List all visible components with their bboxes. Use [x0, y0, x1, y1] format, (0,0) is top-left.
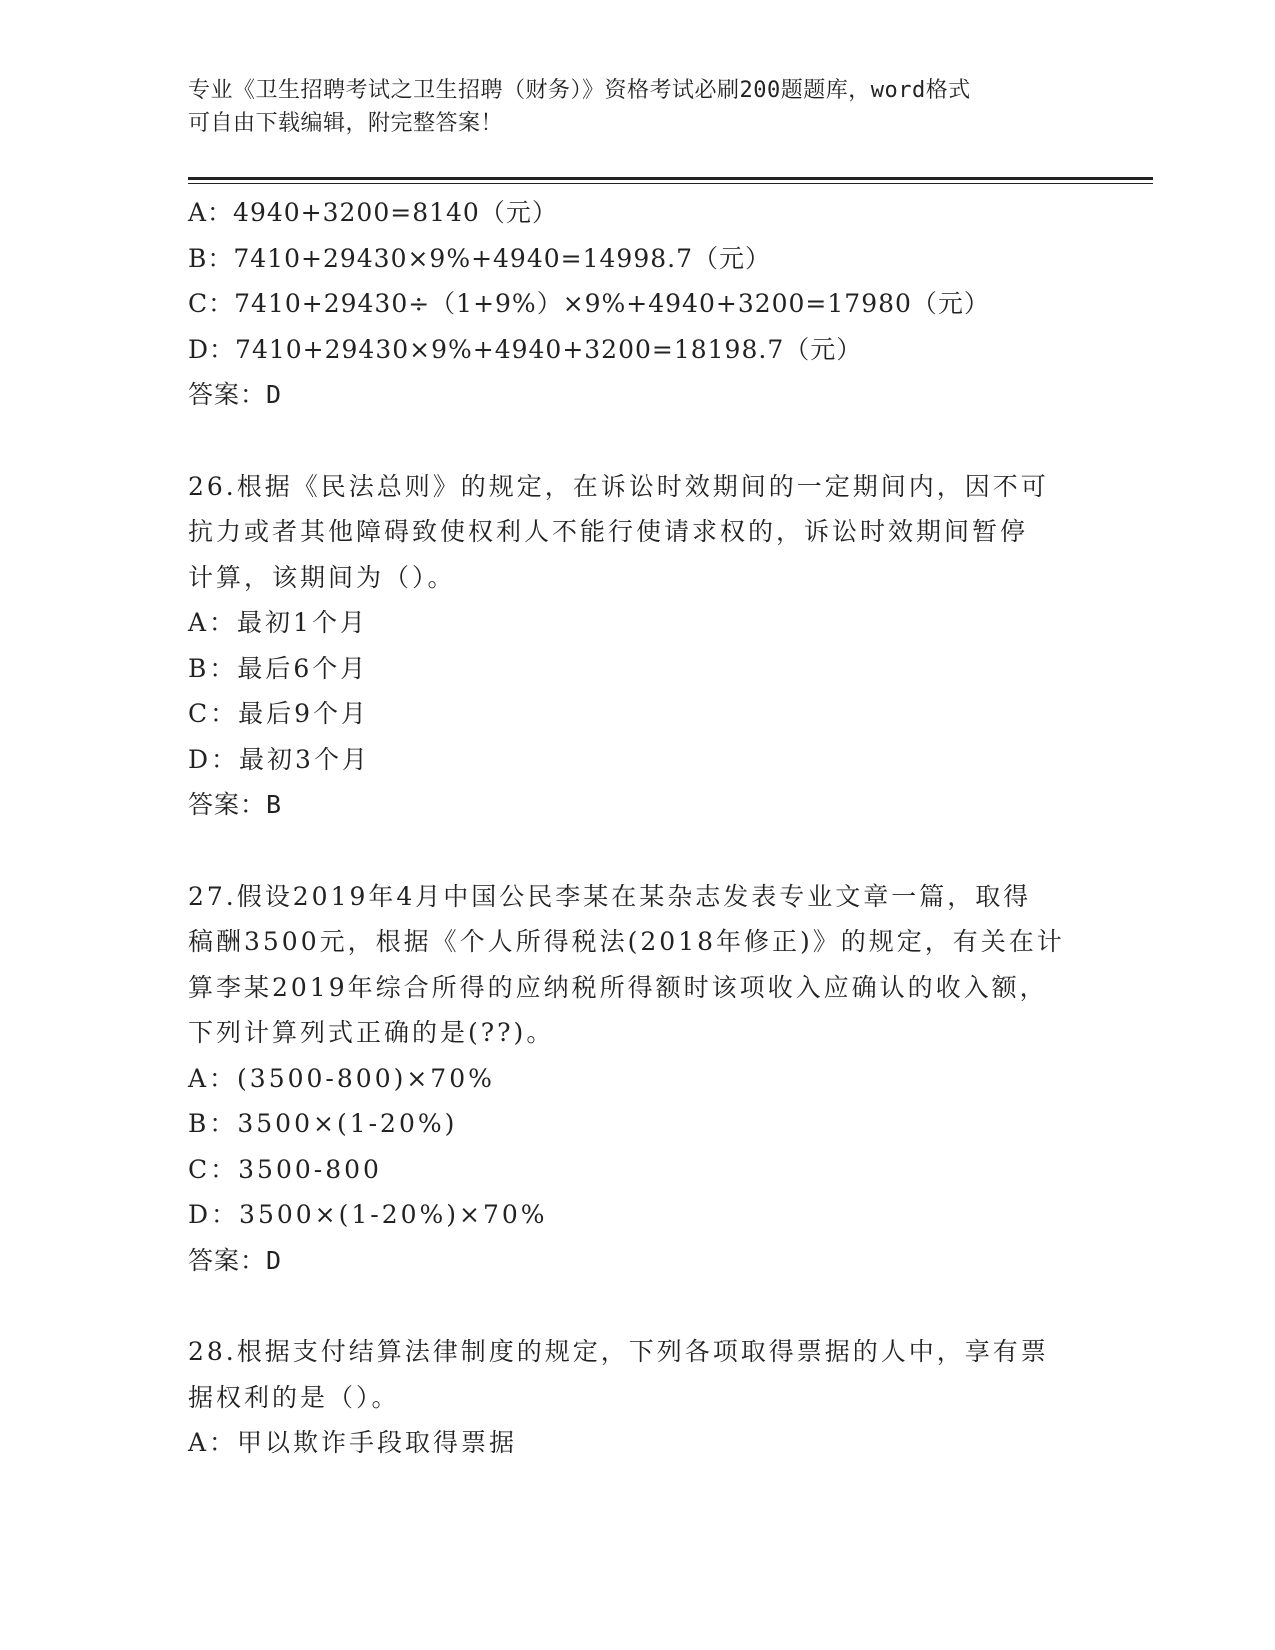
header-divider-thick: [188, 177, 1153, 180]
option-c: C：最后9个月: [188, 699, 370, 728]
question-stem-line: 计算，该期间为（）。: [188, 562, 456, 592]
option-b: B：7410+29430×9%+4940=14998.7（元）: [188, 243, 771, 273]
question-stem-line: 26.根据《民法总则》的规定，在诉讼时效期间的一定期间内，因不可: [188, 471, 1049, 501]
option-b: B：3500×(1-20%): [188, 1109, 458, 1138]
question-stem-line: 稿酬3500元，根据《个人所得税法(2018年修正)》的规定，有关在计: [188, 927, 1065, 956]
header-divider-thin: [188, 183, 1153, 184]
option-c: C：3500-800: [188, 1154, 382, 1184]
question-stem-line: 抗力或者其他障碍致使权利人不能行使请求权的，诉讼时效期间暂停: [188, 517, 1029, 546]
question-26: [188, 464, 1088, 828]
header-line-1: 专业《卫生招聘考试之卫生招聘（财务）》资格考试必刷200题题库，word格式: [188, 78, 971, 103]
option-a: A：4940+3200=8140（元）: [188, 198, 558, 227]
option-a: A：最初1个月: [188, 608, 368, 637]
answer-line: 答案：D: [188, 1245, 283, 1275]
question-stem-line: 27.假设2019年4月中国公民李某在某杂志发表专业文章一篇，取得: [188, 881, 1032, 911]
answer-line: 答案：B: [188, 790, 283, 819]
question-28: [188, 1329, 1088, 1466]
document-header: [188, 74, 1088, 140]
question-stem-line: 下列计算列式正确的是(??)。: [188, 1018, 555, 1047]
option-c: C：7410+29430÷（1+9%）×9%+4940+3200=17980（元）: [188, 289, 990, 318]
question-stem-line: 据权利的是（）。: [188, 1382, 400, 1412]
question-stem-line: 算李某2019年综合所得的应纳税所得额时该项收入应确认的收入额，: [188, 972, 1048, 1002]
option-d: D：3500×(1-20%)×70%: [188, 1200, 548, 1229]
option-d: D：7410+29430×9%+4940+3200=18198.7（元）: [188, 334, 863, 364]
question-stem-line: 28.根据支付结算法律制度的规定，下列各项取得票据的人中，享有票: [188, 1337, 1049, 1366]
question-25: [188, 190, 1088, 418]
spacer: [188, 828, 1088, 874]
spacer: [188, 418, 1088, 464]
header-line-2: 可自由下载编辑，附完整答案！: [188, 111, 504, 136]
option-a: A：(3500-800)×70%: [188, 1063, 495, 1093]
spacer: [188, 1283, 1088, 1329]
option-d: D：最初3个月: [188, 744, 370, 774]
option-b: B：最后6个月: [188, 653, 369, 683]
question-27: [188, 874, 1088, 1284]
option-a: A：甲以欺诈手段取得票据: [188, 1428, 518, 1457]
document-body: [188, 190, 1088, 1466]
answer-line: 答案：D: [188, 380, 283, 409]
